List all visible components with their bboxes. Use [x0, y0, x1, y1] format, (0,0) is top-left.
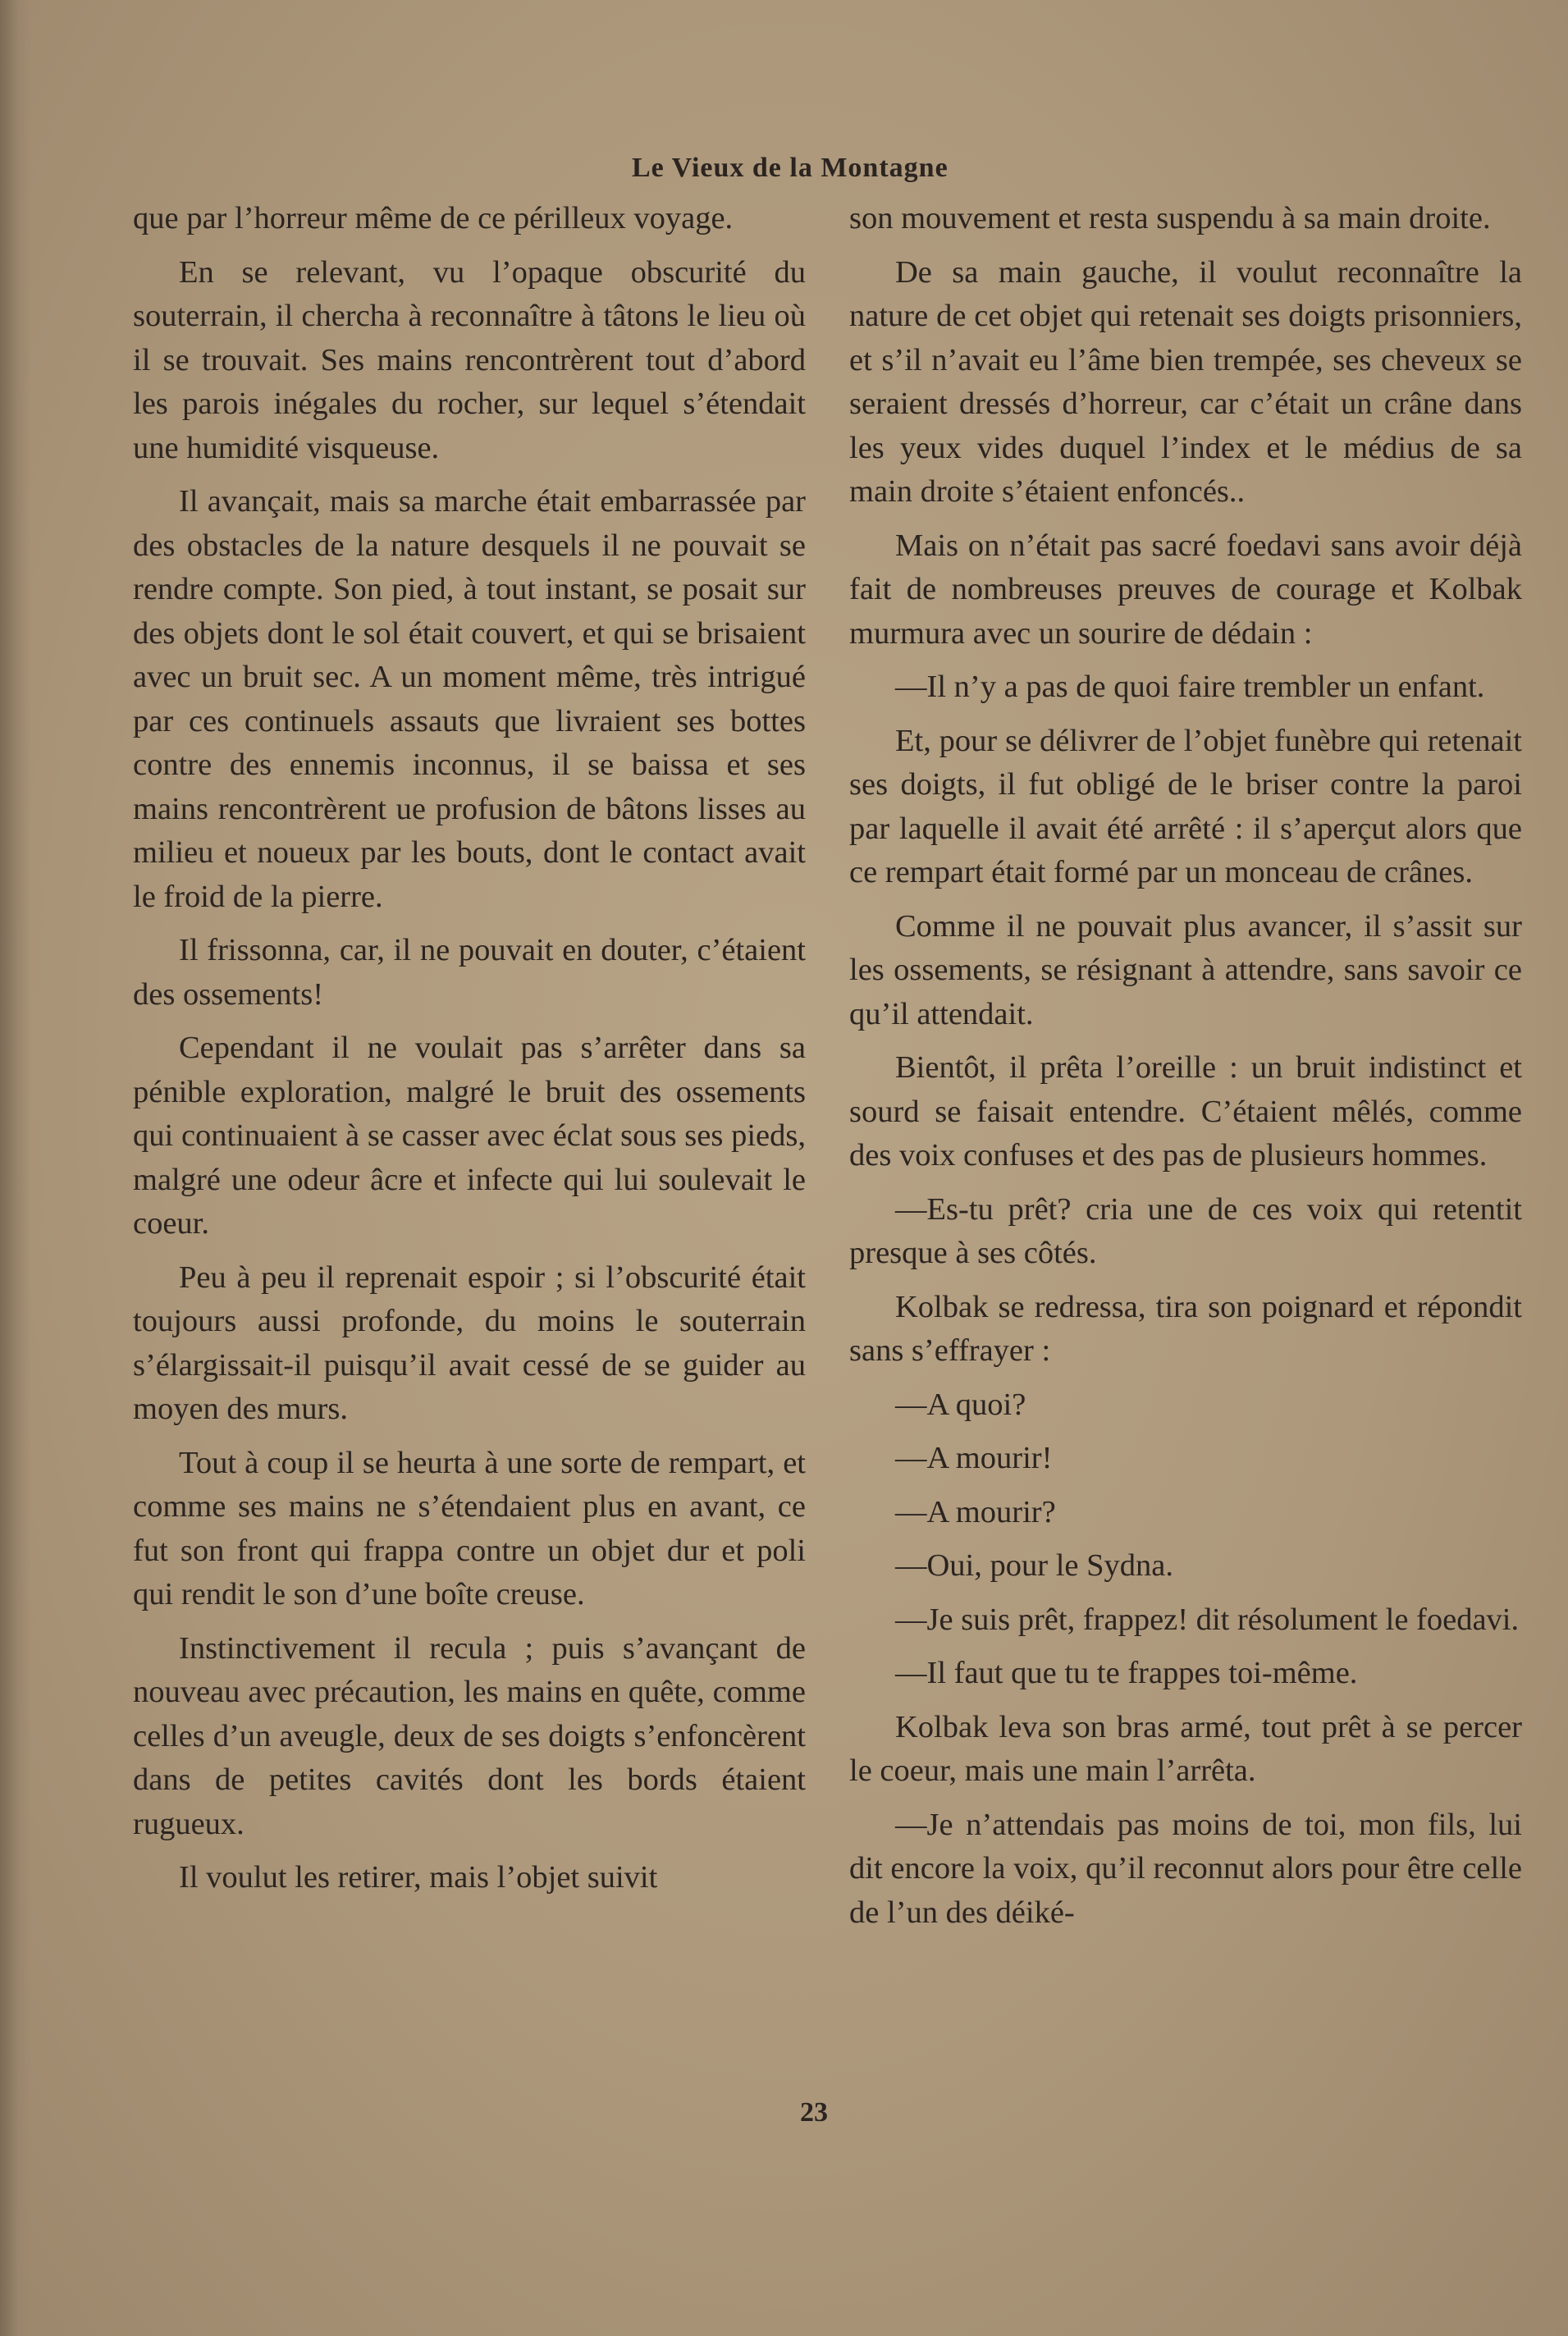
- paragraph: Mais on n’était pas sacré foedavi sans avoir déjà fait de nombreuses preuves de courage et Kolbak murmura avec un sourire de dédain :: [849, 528, 1522, 651]
- paragraph: Peu à peu il reprenait espoir ; si l’obscurité était toujours aussi profonde, du moins le souterrain s’élargissait-il puisqu’il avait cessé de se guider au moyen des murs.: [133, 1259, 806, 1426]
- paragraph: son mouvement et resta suspendu à sa main droite.: [849, 201, 1491, 235]
- paragraph: —A mourir!: [895, 1441, 1053, 1475]
- paragraph: Instinctivement il recula ; puis s’avançant de nouveau avec précaution, les mains en quête, comme celles d’un aveugle, deux de ses doigts s’enfoncèrent dans de petites cavités dont les bords étaient rugueux.: [133, 1630, 806, 1841]
- paragraph: —Es-tu prêt? cria une de ces voix qui retentit presque à ses côtés.: [849, 1191, 1522, 1270]
- paragraph: —Oui, pour le Sydna.: [895, 1548, 1173, 1583]
- paragraph: Tout à coup il se heurta à une sorte de rempart, et comme ses mains ne s’étendaient plus en avant, ce fut son front qui frappa contre un objet dur et poli qui rendit le son d’une boîte creuse.: [133, 1445, 806, 1611]
- paragraph: Cependant il ne voulait pas s’arrêter dans sa pénible exploration, malgré le bruit des ossements qui continuaient à se casser avec éclat sous ses pieds, malgré une odeur âcre et infecte qui lui soulevait le coeur.: [133, 1031, 806, 1241]
- paragraph: —Il n’y a pas de quoi faire trembler un enfant.: [895, 670, 1485, 704]
- paragraph: —A mourir?: [895, 1494, 1056, 1529]
- paragraph: —Je suis prêt, frappez! dit résolument le foedavi.: [895, 1602, 1520, 1637]
- paragraph: Comme il ne pouvait plus avancer, il s’assit sur les ossements, se résignant à attendre, sans savoir ce qu’il attendait.: [849, 908, 1522, 1031]
- paragraph: Il voulut les retirer, mais l’objet suivit: [179, 1860, 658, 1895]
- paragraph: —Il faut que tu te frappes toi-même.: [895, 1656, 1358, 1690]
- paragraph: Kolbak leva son bras armé, tout prêt à se percer le coeur, mais une main l’arrêta.: [849, 1709, 1522, 1788]
- right-column: [849, 197, 1522, 1945]
- page-edge: [0, 0, 31, 2336]
- paragraph: que par l’horreur même de ce périlleux voyage.: [133, 201, 734, 235]
- paragraph: Il avançait, mais sa marche était embarrassée par des obstacles de la nature desquels il ne pouvait se rendre compte. Son pied, à tout instant, se posait sur des objets dont le sol était couvert, et qui se brisaient avec un bruit sec. A un moment même, très intrigué par ces continuels assauts que livraient ses bottes contre des ennemis inconnus, il se baissa et ses mains rencontrèrent ue profusion de bâtons lisses au milieu et noueux par les bouts, dont le contact avait le froid de la pierre.: [133, 484, 806, 914]
- paragraph: Kolbak se redressa, tira son poignard et répondit sans s’effrayer :: [849, 1289, 1522, 1368]
- running-head: Le Vieux de la Montagne: [632, 153, 949, 183]
- left-column: [133, 197, 806, 1910]
- page-number: 23: [800, 2097, 828, 2128]
- paragraph: Et, pour se délivrer de l’objet funèbre qui retenait ses doigts, il fut obligé de le briser contre la paroi par laquelle il avait été arrêté : il s’aperçut alors que ce rempart était formé par un monceau de crânes.: [849, 723, 1522, 889]
- paragraph: En se relevant, vu l’opaque obscurité du souterrain, il chercha à reconnaître à tâtons le lieu où il se trouvait. Ses mains rencontrèrent tout d’abord les parois inégales du rocher, sur lequel s’étendait une humidité visqueuse.: [133, 254, 806, 465]
- paragraph: Bientôt, il prêta l’oreille : un bruit indistinct et sourd se faisait entendre. C’étaient mêlés, comme des voix confuses et des pas de plusieurs hommes.: [849, 1050, 1522, 1173]
- paragraph: De sa main gauche, il voulut reconnaître la nature de cet objet qui retenait ses doigts prisonniers, et s’il n’avait eu l’âme bien trempée, ses cheveux se seraient dressés d’horreur, car c’était un crâne dans les yeux vides duquel l’index et le médius de sa main droite s’étaient enfoncés..: [849, 254, 1522, 509]
- paragraph: —A quoi?: [895, 1387, 1026, 1422]
- paragraph: —Je n’attendais pas moins de toi, mon fils, lui dit encore la voix, qu’il reconnut alors pour être celle de l’un des déiké-: [849, 1807, 1522, 1930]
- paragraph: Il frissonna, car, il ne pouvait en douter, c’étaient des ossements!: [133, 933, 806, 1012]
